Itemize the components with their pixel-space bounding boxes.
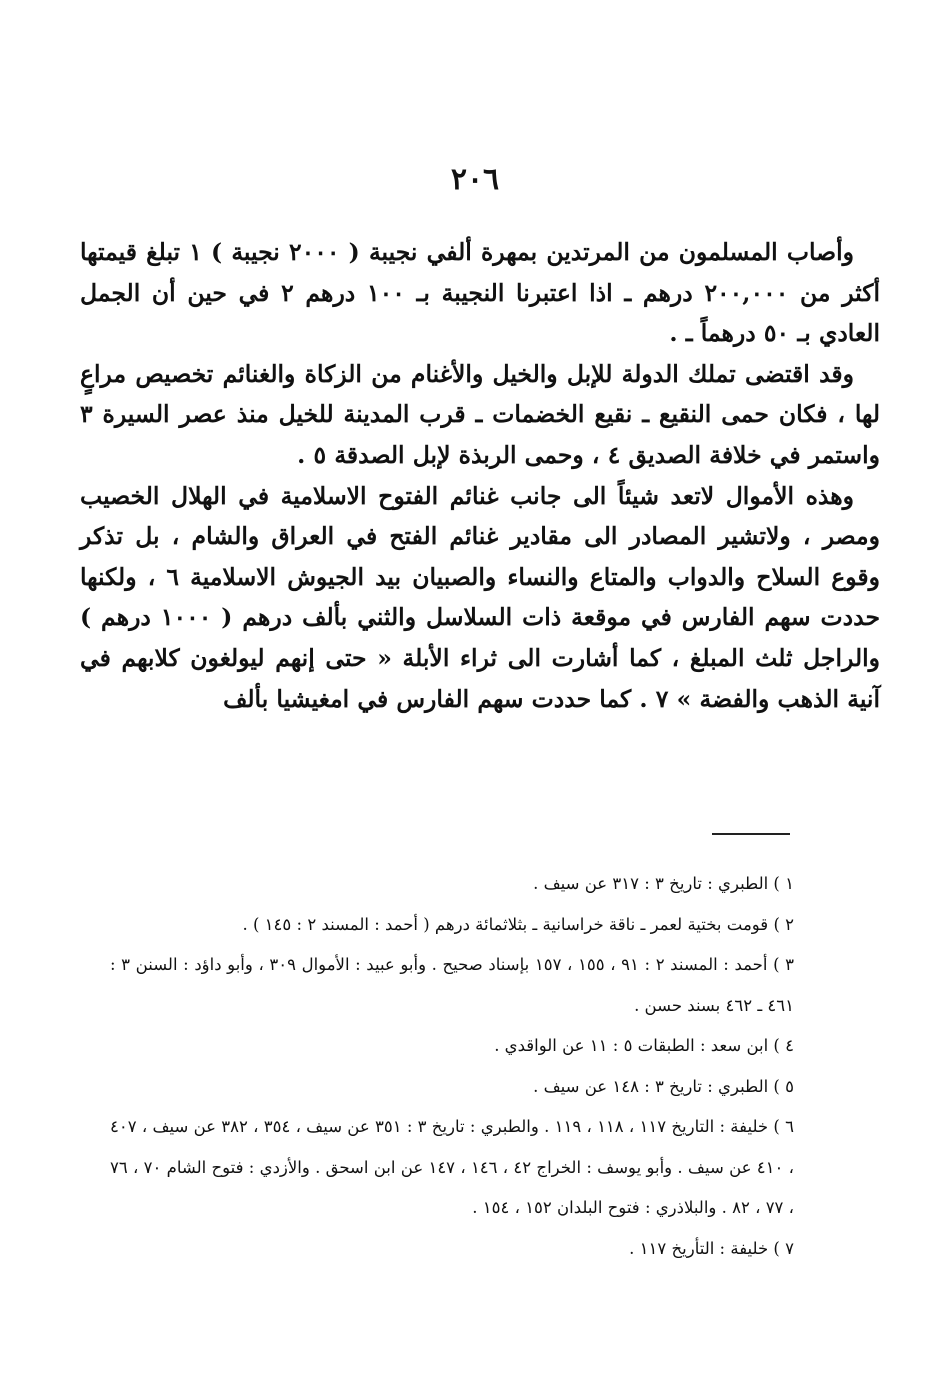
footnote: ٤ ) ابن سعد : الطبقات ٥ : ١١ عن الواقدي . (494, 1036, 794, 1055)
page-number: ٢٠٦ (450, 162, 500, 197)
footnote: ١ ) الطبري : تاريخ ٣ : ٣١٧ عن سيف . (533, 874, 794, 893)
paragraph: وهذه الأموال لاتعد شيئاً الى جانب غنائم الفتوح الاسلامية في الهلال الخصيب ومصر ، ولاتشير المصادر الى مقادير غنائم الفتح في العراق والشام ، بل تذكر وقوع السلاح والدواب والمتاع والنساء والصبيان بيد الجيوش الاسلامية ٦ ، ولكنها حددت سهم الفارس في موقعة ذات السلاسل والثني بألف درهم ( ١٠٠٠ درهم ) والراجل ثلث المبلغ ، كما أشارت الى ثراء الأبلة « حتى إنهم ليولغون كلابهم في آنية الذهب والفضة » ٧ . كما حددت سهم الفارس في امغيشيا بألف (80, 481, 880, 713)
paragraph: وقد اقتضى تملك الدولة للإبل والخيل والأغنام من الزكاة والغنائم تخصيص مراعٍ لها ، فكان حمى النقيع ـ نقيع الخضمات ـ قرب المدينة للخيل منذ عصر السيرة ٣ واستمر في خلافة الصديق ٤ ، وحمى الربذة لإبل الصدقة ٥ . (80, 359, 880, 469)
footnote-separator (712, 833, 790, 835)
main-text (80, 232, 880, 719)
footnote: ٧ ) خليفة : التأريخ ١١٧ . (629, 1238, 794, 1258)
footnote: ٢ ) قومت بختية لعمر ـ ناقة خراسانية ـ بثلاثمائة درهم ( أحمد : المسند ٢ : ١٤٥ ) . (242, 914, 794, 934)
paragraph: وأصاب المسلمون من المرتدين بمهرة ألفي نجيبة ( ٢٠٠٠ نجيبة ) ١ تبلغ قيمتها أكثر من ٢٠٠,٠٠٠ درهم ـ اذا اعتبرنا النجيبة بـ ١٠٠ درهم ٢ في حين أن الجمل العادي بـ ٥٠ درهماً ـ . (80, 238, 880, 348)
footnote: ٣ ) أحمد : المسند ٢ : ٩١ ، ١٥٥ ، ١٥٧ بإسناد صحيح . وأبو عبيد : الأموال ٣٠٩ ، وأبو داؤد : السنن ٣ : ٤٦١ ـ ٤٦٢ بسند حسن . (110, 955, 794, 1015)
footnotes (110, 864, 794, 1269)
footnote: ٥ ) الطبري : تاريخ ٣ : ١٤٨ عن سيف . (533, 1076, 794, 1096)
footnote: ٦ ) خليفة : التاريخ ١١٧ ، ١١٨ ، ١١٩ . والطبري : تاريخ ٣ : ٣٥١ عن سيف ، ٣٥٤ ، ٣٨٢ عن سيف ، ٤٠٧ ، ٤١٠ عن سيف . وأبو يوسف : الخراج ٤٢ ، ١٤٦ ، ١٤٧ عن ابن اسحق . والأزدي : فتوح الشام ٧٠ ، ٧٦ ، ٧٧ ، ٨٢ . والبلاذري : فتوح البلدان ١٥٢ ، ١٥٤ . (110, 1117, 794, 1217)
